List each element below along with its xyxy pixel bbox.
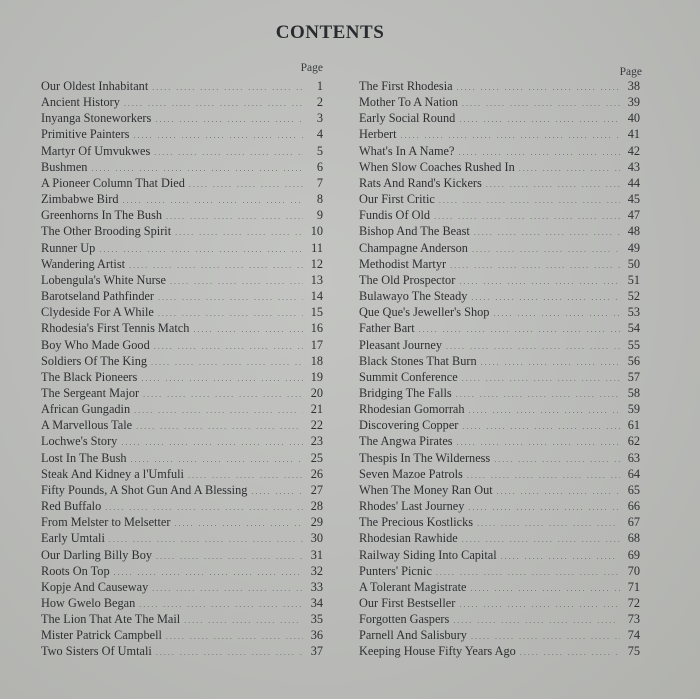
entry-title: Our First Critic xyxy=(359,192,435,207)
contents-entry xyxy=(41,627,323,643)
entry-page-number: 72 xyxy=(627,596,640,610)
entry-page-number: 7 xyxy=(316,175,323,190)
entry-title: Early Social Round xyxy=(359,111,456,126)
entry-title: When Slow Coaches Rushed In xyxy=(359,159,515,174)
contents-entry xyxy=(359,643,640,659)
entry-title: The First Rhodesia xyxy=(359,79,453,93)
entry-title: A Tolerant Magistrate xyxy=(359,579,467,594)
entry-title: Roots On Top xyxy=(41,563,110,578)
contents-entry xyxy=(359,498,640,514)
entry-page-number: 16 xyxy=(310,321,323,336)
entry-page-number: 14 xyxy=(310,289,323,304)
entry-title: Methodist Martyr xyxy=(359,256,447,271)
entry-page-number: 53 xyxy=(627,305,640,320)
contents-entry xyxy=(41,337,323,353)
entry-title: Punters' Picnic xyxy=(359,563,432,578)
contents-entry xyxy=(41,385,323,401)
entry-page-number: 55 xyxy=(627,337,640,352)
entry-page-number: 43 xyxy=(627,159,640,174)
entry-title: The Precious Kostlicks xyxy=(359,515,474,530)
entry-page-number: 68 xyxy=(627,531,640,546)
entry-page-number: 29 xyxy=(310,515,323,530)
contents-entry xyxy=(359,353,640,369)
entry-page-number: 61 xyxy=(627,418,640,433)
entry-title: Rhodesia's First Tennis Match xyxy=(41,321,190,336)
entry-title: The Angwa Pirates xyxy=(359,434,453,449)
contents-entry xyxy=(41,369,323,385)
entry-title: Bishop And The Beast xyxy=(359,224,470,239)
entry-page-number: 25 xyxy=(310,450,323,465)
contents-entry xyxy=(359,288,640,304)
entry-page-number: 2 xyxy=(316,95,323,110)
entry-page-number: 15 xyxy=(310,305,323,320)
entry-page-number: 22 xyxy=(310,418,323,433)
entry-page-number: 70 xyxy=(627,563,640,578)
entry-page-number: 11 xyxy=(311,240,323,255)
contents-entry xyxy=(41,175,323,191)
entry-title: Boy Who Made Good xyxy=(41,337,150,352)
contents-entry xyxy=(359,401,640,417)
contents-entry xyxy=(359,191,640,207)
entry-page-number: 3 xyxy=(316,111,323,126)
entry-title: Clydeside For A While xyxy=(41,305,154,320)
contents-entry xyxy=(41,466,323,482)
contents-entry xyxy=(41,288,323,304)
entry-title: Runner Up xyxy=(41,240,96,255)
entry-title: Seven Mazoe Patrols xyxy=(359,466,463,481)
contents-entry xyxy=(41,78,323,94)
contents-entry xyxy=(359,433,640,449)
entry-page-number: 6 xyxy=(316,159,323,174)
entry-page-number: 39 xyxy=(627,95,640,110)
entry-title: The Other Brooding Spirit xyxy=(41,224,172,239)
entry-page-number: 13 xyxy=(310,272,323,287)
entry-title: Discovering Copper xyxy=(359,418,459,433)
contents-entry xyxy=(41,272,323,288)
entry-title: Two Sisters Of Umtali xyxy=(41,644,152,659)
entry-title: Red Buffalo xyxy=(41,499,102,514)
entry-title: Wandering Artist xyxy=(41,256,126,271)
entry-title: The Sergeant Major xyxy=(41,385,140,400)
entry-page-number: 48 xyxy=(627,224,640,239)
contents-entry xyxy=(359,94,640,110)
contents-entry xyxy=(41,530,323,546)
contents-entry xyxy=(41,643,323,659)
contents-entry xyxy=(359,450,640,466)
entry-title: What's In A Name? xyxy=(359,143,455,158)
entry-page-number: 44 xyxy=(627,175,640,190)
entry-title: From Melster to Melsetter xyxy=(41,515,171,530)
entry-page-number: 38 xyxy=(627,79,640,93)
entry-page-number: 20 xyxy=(310,385,323,400)
entry-title: Our Darling Billy Boy xyxy=(41,547,153,562)
entry-title: Soldiers Of The King xyxy=(41,353,147,368)
contents-entry xyxy=(359,385,640,401)
entry-page-number: 50 xyxy=(627,256,640,271)
contents-list-right xyxy=(359,78,640,660)
entry-title: Rhodes' Last Journey xyxy=(359,499,465,514)
contents-entry xyxy=(41,191,323,207)
contents-entry xyxy=(359,547,640,563)
contents-entry xyxy=(41,110,323,126)
contents-entry xyxy=(41,207,323,223)
entry-title: Railway Siding Into Capital xyxy=(359,547,497,562)
contents-entry xyxy=(41,94,323,110)
entry-page-number: 37 xyxy=(310,644,323,659)
entry-page-number: 27 xyxy=(310,482,323,497)
page-column-label: Page xyxy=(300,62,323,74)
entry-page-number: 30 xyxy=(310,531,323,546)
contents-entry xyxy=(41,353,323,369)
entry-title: Summit Conference xyxy=(359,369,458,384)
entry-page-number: 57 xyxy=(627,369,640,384)
entry-title: Zimbabwe Bird xyxy=(41,192,119,207)
contents-entry xyxy=(359,240,640,256)
entry-title: Thespis In The Wilderness xyxy=(359,450,491,465)
entry-title: Lost In The Bush xyxy=(41,450,127,465)
entry-title: Inyanga Stoneworkers xyxy=(41,111,152,126)
entry-title: Mother To A Nation xyxy=(359,95,458,110)
entry-page-number: 32 xyxy=(310,563,323,578)
contents-entry xyxy=(41,240,323,256)
entry-page-number: 45 xyxy=(627,192,640,207)
entry-title: Lochwe's Story xyxy=(41,434,118,449)
entry-page-number: 26 xyxy=(310,466,323,481)
entry-title: Greenhorns In The Bush xyxy=(41,208,163,223)
entry-title: Mister Patrick Campbell xyxy=(41,628,162,643)
contents-entry xyxy=(359,530,640,546)
contents-entry xyxy=(41,320,323,336)
entry-title: Rhodesian Rawhide xyxy=(359,531,458,546)
entry-title: African Gungadin xyxy=(41,402,131,417)
entry-title: Our First Bestseller xyxy=(359,596,456,610)
entry-title: Rats And Rand's Kickers xyxy=(359,175,482,190)
entry-title: Ancient History xyxy=(41,95,120,110)
entry-page-number: 31 xyxy=(310,547,323,562)
entry-page-number: 33 xyxy=(310,579,323,594)
contents-entry xyxy=(359,514,640,530)
contents-entry xyxy=(359,223,640,239)
contents-entry xyxy=(359,417,640,433)
contents-entry xyxy=(41,401,323,417)
contents-entry xyxy=(359,159,640,175)
contents-entry xyxy=(41,547,323,563)
entry-title: Bridging The Falls xyxy=(359,385,452,400)
contents-entry xyxy=(359,175,640,191)
dot-leader xyxy=(156,645,303,661)
contents-entry xyxy=(359,337,640,353)
entry-page-number: 64 xyxy=(627,466,640,481)
entry-title: Lobengula's White Nurse xyxy=(41,272,166,287)
entry-title: The Lion That Ate The Mail xyxy=(41,612,181,627)
entry-title: Herbert xyxy=(359,127,397,142)
contents-entry xyxy=(359,611,640,627)
entry-page-number: 36 xyxy=(310,628,323,643)
entry-page-number: 63 xyxy=(627,450,640,465)
contents-entry xyxy=(41,482,323,498)
entry-page-number: 9 xyxy=(316,208,323,223)
entry-title: The Old Prospector xyxy=(359,272,456,287)
contents-entry xyxy=(41,579,323,595)
entry-page-number: 21 xyxy=(310,402,323,417)
entry-page-number: 34 xyxy=(310,596,323,610)
entry-title: Fifty Pounds, A Shot Gun And A Blessing xyxy=(41,482,248,497)
entry-page-number: 23 xyxy=(310,434,323,449)
contents-entry xyxy=(41,595,323,611)
contents-entry xyxy=(359,272,640,288)
entry-title: Father Bart xyxy=(359,321,415,336)
contents-entry xyxy=(359,256,640,272)
entry-page-number: 47 xyxy=(627,208,640,223)
contents-entry xyxy=(41,304,323,320)
entry-page-number: 35 xyxy=(310,612,323,627)
entry-page-number: 75 xyxy=(627,644,640,659)
entry-page-number: 28 xyxy=(310,499,323,514)
contents-entry xyxy=(359,143,640,159)
entry-title: Pleasant Journey xyxy=(359,337,442,352)
entry-page-number: 69 xyxy=(627,547,640,562)
entry-page-number: 1 xyxy=(316,79,323,93)
contents-entry xyxy=(359,78,640,94)
entry-page-number: 65 xyxy=(627,482,640,497)
contents-entry xyxy=(41,417,323,433)
contents-entry xyxy=(41,256,323,272)
entry-title: Our Oldest Inhabitant xyxy=(41,79,149,93)
entry-title: A Pioneer Column That Died xyxy=(41,175,185,190)
entry-page-number: 54 xyxy=(627,321,640,336)
contents-entry xyxy=(359,110,640,126)
contents-entry xyxy=(359,595,640,611)
entry-page-number: 40 xyxy=(627,111,640,126)
entry-page-number: 52 xyxy=(627,289,640,304)
entry-page-number: 5 xyxy=(316,143,323,158)
entry-page-number: 74 xyxy=(627,628,640,643)
contents-entry xyxy=(41,563,323,579)
entry-page-number: 4 xyxy=(316,127,323,142)
contents-entry xyxy=(41,223,323,239)
entry-title: Black Stones That Burn xyxy=(359,353,477,368)
contents-entry xyxy=(359,320,640,336)
entry-page-number: 49 xyxy=(627,240,640,255)
entry-page-number: 42 xyxy=(627,143,640,158)
entry-page-number: 12 xyxy=(310,256,323,271)
contents-entry xyxy=(359,579,640,595)
contents-list-left xyxy=(41,78,323,660)
entry-title: The Black Pioneers xyxy=(41,369,138,384)
entry-page-number: 73 xyxy=(627,612,640,627)
entry-page-number: 66 xyxy=(627,499,640,514)
entry-title: Que Que's Jeweller's Shop xyxy=(359,305,490,320)
entry-page-number: 62 xyxy=(627,434,640,449)
entry-title: Primitive Painters xyxy=(41,127,130,142)
entry-page-number: 10 xyxy=(310,224,323,239)
entry-page-number: 56 xyxy=(627,353,640,368)
entry-title: Bulawayo The Steady xyxy=(359,289,468,304)
contents-entry xyxy=(41,514,323,530)
dot-leader xyxy=(520,645,620,661)
entry-page-number: 59 xyxy=(627,402,640,417)
entry-page-number: 19 xyxy=(310,369,323,384)
contents-entry xyxy=(41,126,323,142)
contents-entry xyxy=(359,466,640,482)
contents-entry xyxy=(359,563,640,579)
contents-entry xyxy=(359,627,640,643)
entry-title: Fundis Of Old xyxy=(359,208,431,223)
contents-entry xyxy=(41,433,323,449)
contents-entry xyxy=(359,369,640,385)
contents-entry xyxy=(359,482,640,498)
entry-title: Parnell And Salisbury xyxy=(359,628,467,643)
contents-entry xyxy=(41,159,323,175)
entry-title: Rhodesian Gomorrah xyxy=(359,402,465,417)
contents-entry xyxy=(359,207,640,223)
entry-page-number: 17 xyxy=(310,337,323,352)
contents-entry xyxy=(359,304,640,320)
entry-page-number: 58 xyxy=(627,385,640,400)
entry-page-number: 67 xyxy=(627,515,640,530)
entry-page-number: 71 xyxy=(627,579,640,594)
entry-title: Keeping House Fifty Years Ago xyxy=(359,644,516,659)
contents-entry xyxy=(41,611,323,627)
entry-title: Early Umtali xyxy=(41,531,105,546)
contents-entry xyxy=(41,143,323,159)
entry-title: Martyr Of Umvukwes xyxy=(41,143,151,158)
entry-title: Kopje And Causeway xyxy=(41,579,149,594)
entry-title: How Gwelo Began xyxy=(41,596,136,610)
entry-title: Barotseland Pathfinder xyxy=(41,289,155,304)
entry-title: Forgotten Gaspers xyxy=(359,612,450,627)
entry-title: A Marvellous Tale xyxy=(41,418,133,433)
entry-page-number: 51 xyxy=(627,272,640,287)
contents-entry xyxy=(41,498,323,514)
entry-page-number: 18 xyxy=(310,353,323,368)
contents-entry xyxy=(359,126,640,142)
contents-entry xyxy=(41,450,323,466)
entry-page-number: 8 xyxy=(316,192,323,207)
page-title: CONTENTS xyxy=(275,22,385,43)
entry-page-number: 41 xyxy=(627,127,640,142)
entry-title: When The Money Ran Out xyxy=(359,482,493,497)
page-column-label: Page xyxy=(619,66,642,78)
entry-title: Steak And Kidney a l'Umfuli xyxy=(41,466,184,481)
entry-title: Bushmen xyxy=(41,159,88,174)
entry-title: Champagne Anderson xyxy=(359,240,468,255)
